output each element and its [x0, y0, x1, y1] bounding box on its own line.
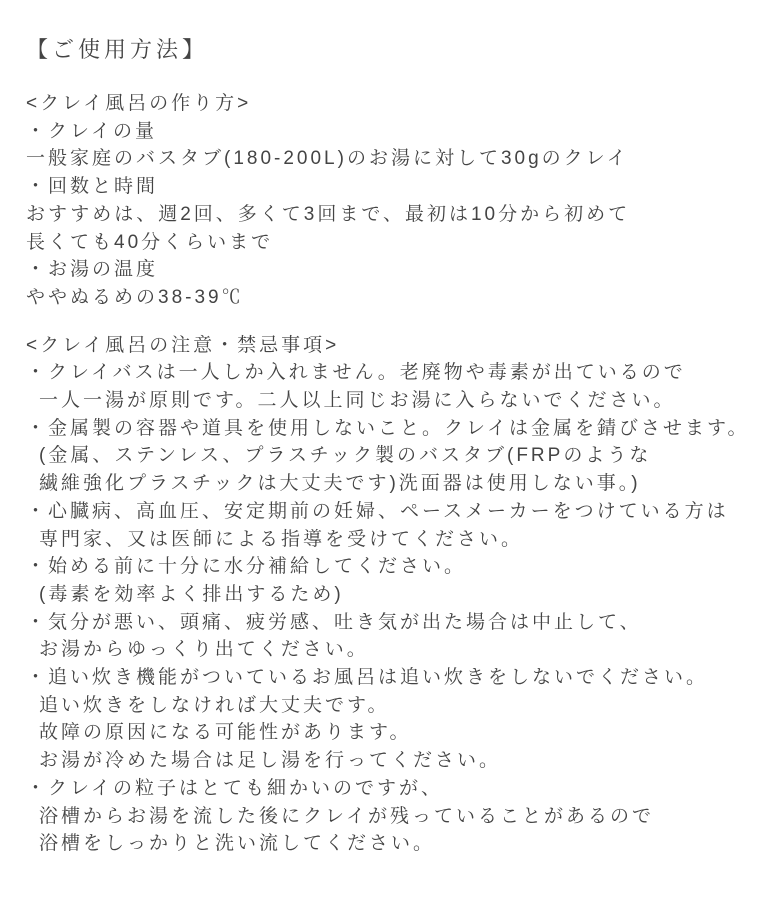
text-line: (毒素を効率よく排出するため)	[39, 583, 344, 605]
text-line: 追い炊きをしなければ大丈夫です。	[39, 694, 390, 716]
section-heading-cautions: <クレイ風呂の注意・禁忌事項>	[26, 334, 340, 356]
text-line: ・心臓病、高血圧、安定期前の妊婦、ペースメーカーをつけている方は	[26, 500, 729, 522]
text-line: ・回数と時間	[26, 176, 159, 198]
text-line: ・クレイの粒子はとても細かいのですが、	[26, 777, 444, 799]
text-line: (金属、ステンレス、プラスチック製のバスタブ(FRPのような	[39, 445, 652, 467]
text-line: お湯が冷めた場合は足し湯を行ってください。	[39, 750, 502, 772]
text-line: 浴槽をしっかりと洗い流してください。	[39, 833, 436, 855]
text-line: ややぬるめの38-39℃	[26, 286, 244, 308]
section-lines-how-to-make	[26, 118, 772, 312]
section-lines-cautions	[26, 359, 772, 858]
section-cautions-contraindications	[26, 332, 772, 858]
text-line: おすすめは、週2回、多くて3回まで、最初は10分から初めて	[26, 203, 631, 225]
text-line: お湯からゆっくり出てください。	[39, 639, 369, 661]
text-line: ・お湯の温度	[26, 259, 159, 281]
text-line: ・始める前に十分に水分補給してください。	[26, 556, 467, 578]
text-line: 繊維強化プラスチックは大丈夫です)洗面器は使用しない事。)	[39, 473, 641, 495]
text-line: 長くても40分くらいまで	[26, 231, 274, 253]
section-how-to-make-clay-bath	[26, 90, 772, 312]
section-heading-how-to-make: <クレイ風呂の作り方>	[26, 93, 252, 114]
text-line: 浴槽からお湯を流した後にクレイが残っていることがあるので	[39, 805, 655, 827]
text-line: 故障の原因になる可能性があります。	[39, 722, 412, 744]
text-line: ・追い炊き機能がついているお風呂は追い炊きをしないでください。	[26, 667, 709, 689]
text-line: 専門家、又は医師による指導を受けてください。	[39, 528, 524, 550]
text-line: ・金属製の容器や道具を使用しないこと。クレイは金属を錆びさせます。	[26, 417, 750, 439]
page-title: 【ご使用方法】	[26, 37, 209, 62]
text-line: 一般家庭のバスタブ(180-200L)のお湯に対して30gのクレイ	[26, 148, 629, 170]
text-line: ・クレイバスは一人しか入れません。老廃物や毒素が出ているので	[26, 362, 686, 384]
text-line: ・クレイの量	[26, 120, 158, 142]
text-line: ・気分が悪い、頭痛、疲労感、吐き気が出た場合は中止して、	[26, 611, 642, 633]
text-line: 一人一湯が原則です。二人以上同じお湯に入らないでください。	[39, 390, 676, 412]
